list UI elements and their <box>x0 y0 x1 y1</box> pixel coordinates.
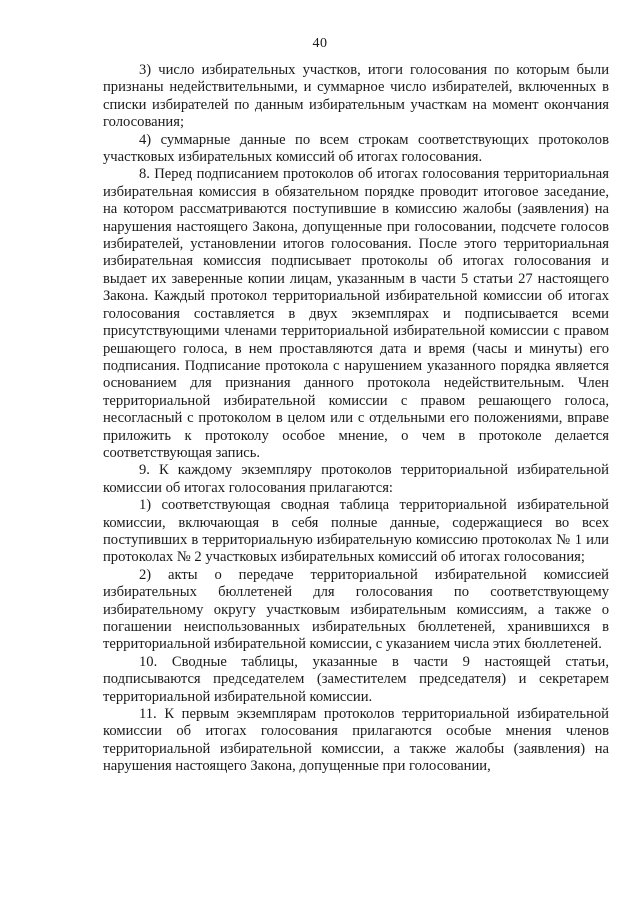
paragraph-item-4: 4) суммарные данные по всем строкам соответствующих протоколов участковых избирательных комиссий об итогах голосования. <box>103 131 609 166</box>
document-body <box>103 62 609 776</box>
paragraph-part-8: 8. Перед подписанием протоколов об итогах голосования территориальная избирательная комиссия в обязательном порядке проводит итоговое заседание, на котором рассматриваются поступившие в комиссию жалобы (заявления) на нарушения настоящего Закона, допущенные при голосовании, подсчете голосов избирателей, установлении итогов голосования. После этого территориальная избирательная комиссия подписывает протоколы об итогах голосования и выдает их заверенные копии лицам, указанным в части 5 статьи 27 настоящего Закона. Каждый протокол территориальной избирательной комиссии об итогах голосования составляется в двух экземплярах и подписывается всеми присутствующими членами территориальной избирательной комиссии с правом решающего голоса, в нем проставляются дата и время (часы и минуты) его подписания. Подписание протокола с нарушением указанного порядка является основанием для признания данного протокола недействительным. Член территориальной избирательной комиссии с правом решающего голоса, несогласный с протоколом в целом или с отдельными его положениями, вправе приложить к протоколу особое мнение, о чем в протоколе делается соответствующая запись. <box>103 166 609 461</box>
paragraph-part-9-item-1: 1) соответствующая сводная таблица территориальной избирательной комиссии, включающая в себя полные данные, содержащиеся во всех поступивших в территориальную избирательную комиссию протоколах № 1 или протоколах № 2 участковых избирательных комиссий об итогах голосования; <box>103 497 609 566</box>
page-number: 40 <box>312 36 328 51</box>
paragraph-item-3: 3) число избирательных участков, итоги голосования по которым были признаны недействительными, и суммарное число избирателей, включенных в списки избирателей по данным избирательным участкам на момент окончания голосования; <box>103 62 609 131</box>
paragraph-part-9-item-2: 2) акты о передаче территориальной избирательной комиссией избирательных бюллетеней для голосования по соответствующему избирательному округу участковым избирательным комиссиям, а также о погашении неиспользованных избирательных бюллетеней, хранившихся в территориальной избирательной комиссии, с указанием числа этих бюллетеней. <box>103 566 609 653</box>
paragraph-part-10: 10. Сводные таблицы, указанные в части 9 настоящей статьи, подписываются председателем (заместителем председателя) и секретарем территориальной избирательной комиссии. <box>103 653 609 705</box>
paragraph-part-9: 9. К каждому экземпляру протоколов территориальной избирательной комиссии об итогах голосования прилагаются: <box>103 462 609 496</box>
paragraph-part-11: 11. К первым экземплярам протоколов территориальной избирательной комиссии об итогах голосования прилагаются особые мнения членов территориальной избирательной комиссии, а также жалобы (заявления) на нарушения настоящего Закона, допущенные при голосовании, <box>103 706 609 775</box>
